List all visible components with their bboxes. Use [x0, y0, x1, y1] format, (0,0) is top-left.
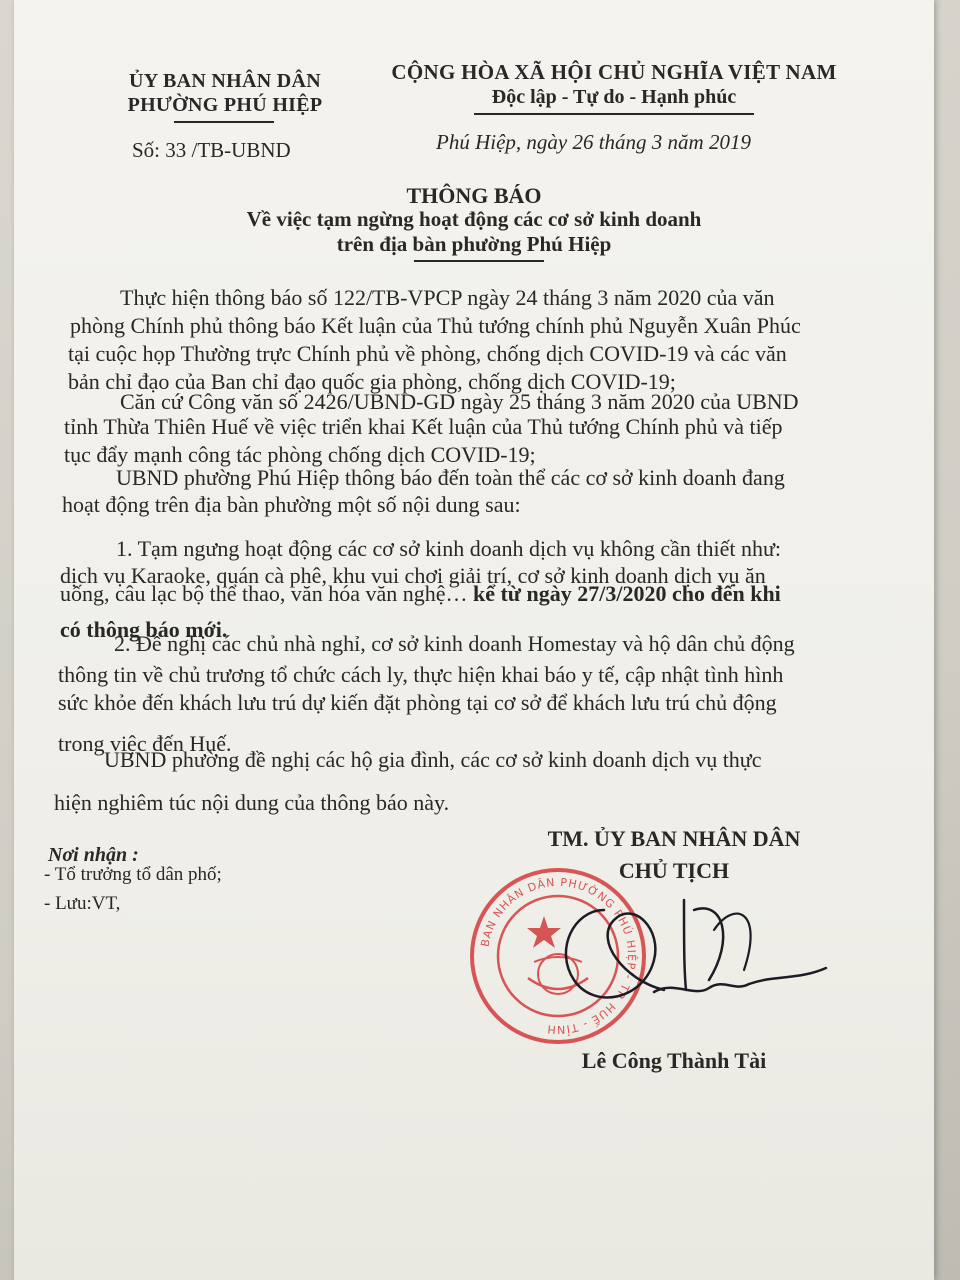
- document-heading: THÔNG BÁO: [406, 183, 542, 208]
- document-subtitle-line2: trên địa bàn phường Phú Hiệp: [336, 232, 612, 256]
- paragraph-3-line: hoạt động trên địa bàn phường một số nội dung sau:: [62, 492, 521, 517]
- item-2-line: trong việc đến Huế.: [58, 731, 232, 756]
- handwritten-signature: [534, 880, 834, 1020]
- paragraph-1-line: tại cuộc họp Thường trực Chính phủ về phòng, chống dịch COVID-19 và các văn: [68, 341, 787, 366]
- paragraph-2-line: tỉnh Thừa Thiên Huế về việc triển khai Kết luận của Thủ tướng Chính phủ và tiếp: [64, 414, 783, 439]
- place-date: Phú Hiệp, ngày 26 tháng 3 năm 2019: [436, 130, 751, 154]
- item-1-line: dịch vụ Karaoke, quán cà phê, khu vui chơi giải trí, cơ sở kinh doanh dịch vụ ăn: [60, 563, 766, 588]
- seal-ring-text: BAN NHÂN DÂN PHƯỜNG PHÚ HIỆP - TP. HUẾ - TỈNH: [478, 875, 639, 1037]
- document-number: Số: 33 /TB-UBND: [132, 138, 291, 162]
- org-underline: [174, 121, 274, 123]
- paragraph-1-line: bản chỉ đạo của Ban chỉ đạo quốc gia phòng, chống dịch COVID-19;: [68, 369, 676, 394]
- recipient-item: - Lưu:VT,: [44, 893, 121, 914]
- signature-on-behalf: TM. ỦY BAN NHÂN DÂN: [547, 826, 801, 851]
- closing-line: hiện nghiêm túc nội dung của thông báo này.: [54, 790, 450, 815]
- subtitle-underline: [414, 260, 544, 262]
- item-1-line4-bold: có thông báo mới.: [60, 617, 228, 642]
- signature-position: CHỦ TỊCH: [618, 858, 730, 883]
- paragraph-2-line: Căn cứ Công văn số 2426/UBND-GD ngày 25 tháng 3 năm 2020 của UBND: [120, 389, 799, 414]
- org-name-line1: ỦY BAN NHÂN DÂN: [128, 70, 322, 92]
- document-subtitle-line1: Về việc tạm ngừng hoạt động các cơ sở kinh doanh: [246, 207, 702, 231]
- paragraph-1-line: Thực hiện thông báo số 122/TB-VPCP ngày 24 tháng 3 năm 2020 của văn: [120, 285, 775, 310]
- paragraph-1-line: phòng Chính phủ thông báo Kết luận của Thủ tướng chính phủ Nguyễn Xuân Phúc: [70, 313, 801, 338]
- recipient-item: - Tổ trưởng tổ dân phố;: [44, 864, 222, 885]
- item-1-line3-normal: uống, câu lạc bộ thể thao, văn hóa văn nghệ…: [60, 581, 468, 606]
- item-2-line: 2. Đề nghị các chủ nhà nghỉ, cơ sở kinh doanh Homestay và hộ dân chủ động: [114, 631, 795, 656]
- item-1-line3: [60, 581, 781, 607]
- nation-motto: Độc lập - Tự do - Hạnh phúc: [491, 86, 737, 108]
- item-1-line3-bold: kể từ ngày 27/3/2020 cho đến khi: [472, 581, 781, 606]
- item-1-line: 1. Tạm ngưng hoạt động các cơ sở kinh doanh dịch vụ không cần thiết như:: [116, 536, 782, 561]
- paragraph-2-line: tục đẩy mạnh công tác phòng chống dịch COVID-19;: [64, 442, 536, 467]
- recipients-label: Nơi nhận :: [48, 844, 139, 866]
- document-page: [14, 0, 934, 1280]
- item-2-line: thông tin về chủ trương tổ chức cách ly, thực hiện khai báo y tế, cập nhật tình hình: [58, 662, 784, 687]
- nation-title: CỘNG HÒA XÃ HỘI CHỦ NGHĨA VIỆT NAM: [391, 60, 837, 84]
- org-name-line2: PHƯỜNG PHÚ HIỆP: [127, 94, 323, 116]
- item-2-line: sức khỏe đến khách lưu trú dự kiến đặt phòng tại cơ sở để khách lưu trú chủ động: [58, 690, 777, 715]
- signer-name: Lê Công Thành Tài: [581, 1048, 767, 1073]
- motto-underline: [474, 113, 754, 115]
- closing-line: UBND phường đề nghị các hộ gia đình, các cơ sở kinh doanh dịch vụ thực: [104, 747, 762, 772]
- paragraph-3-line: UBND phường Phú Hiệp thông báo đến toàn thể các cơ sở kinh doanh đang: [116, 465, 785, 490]
